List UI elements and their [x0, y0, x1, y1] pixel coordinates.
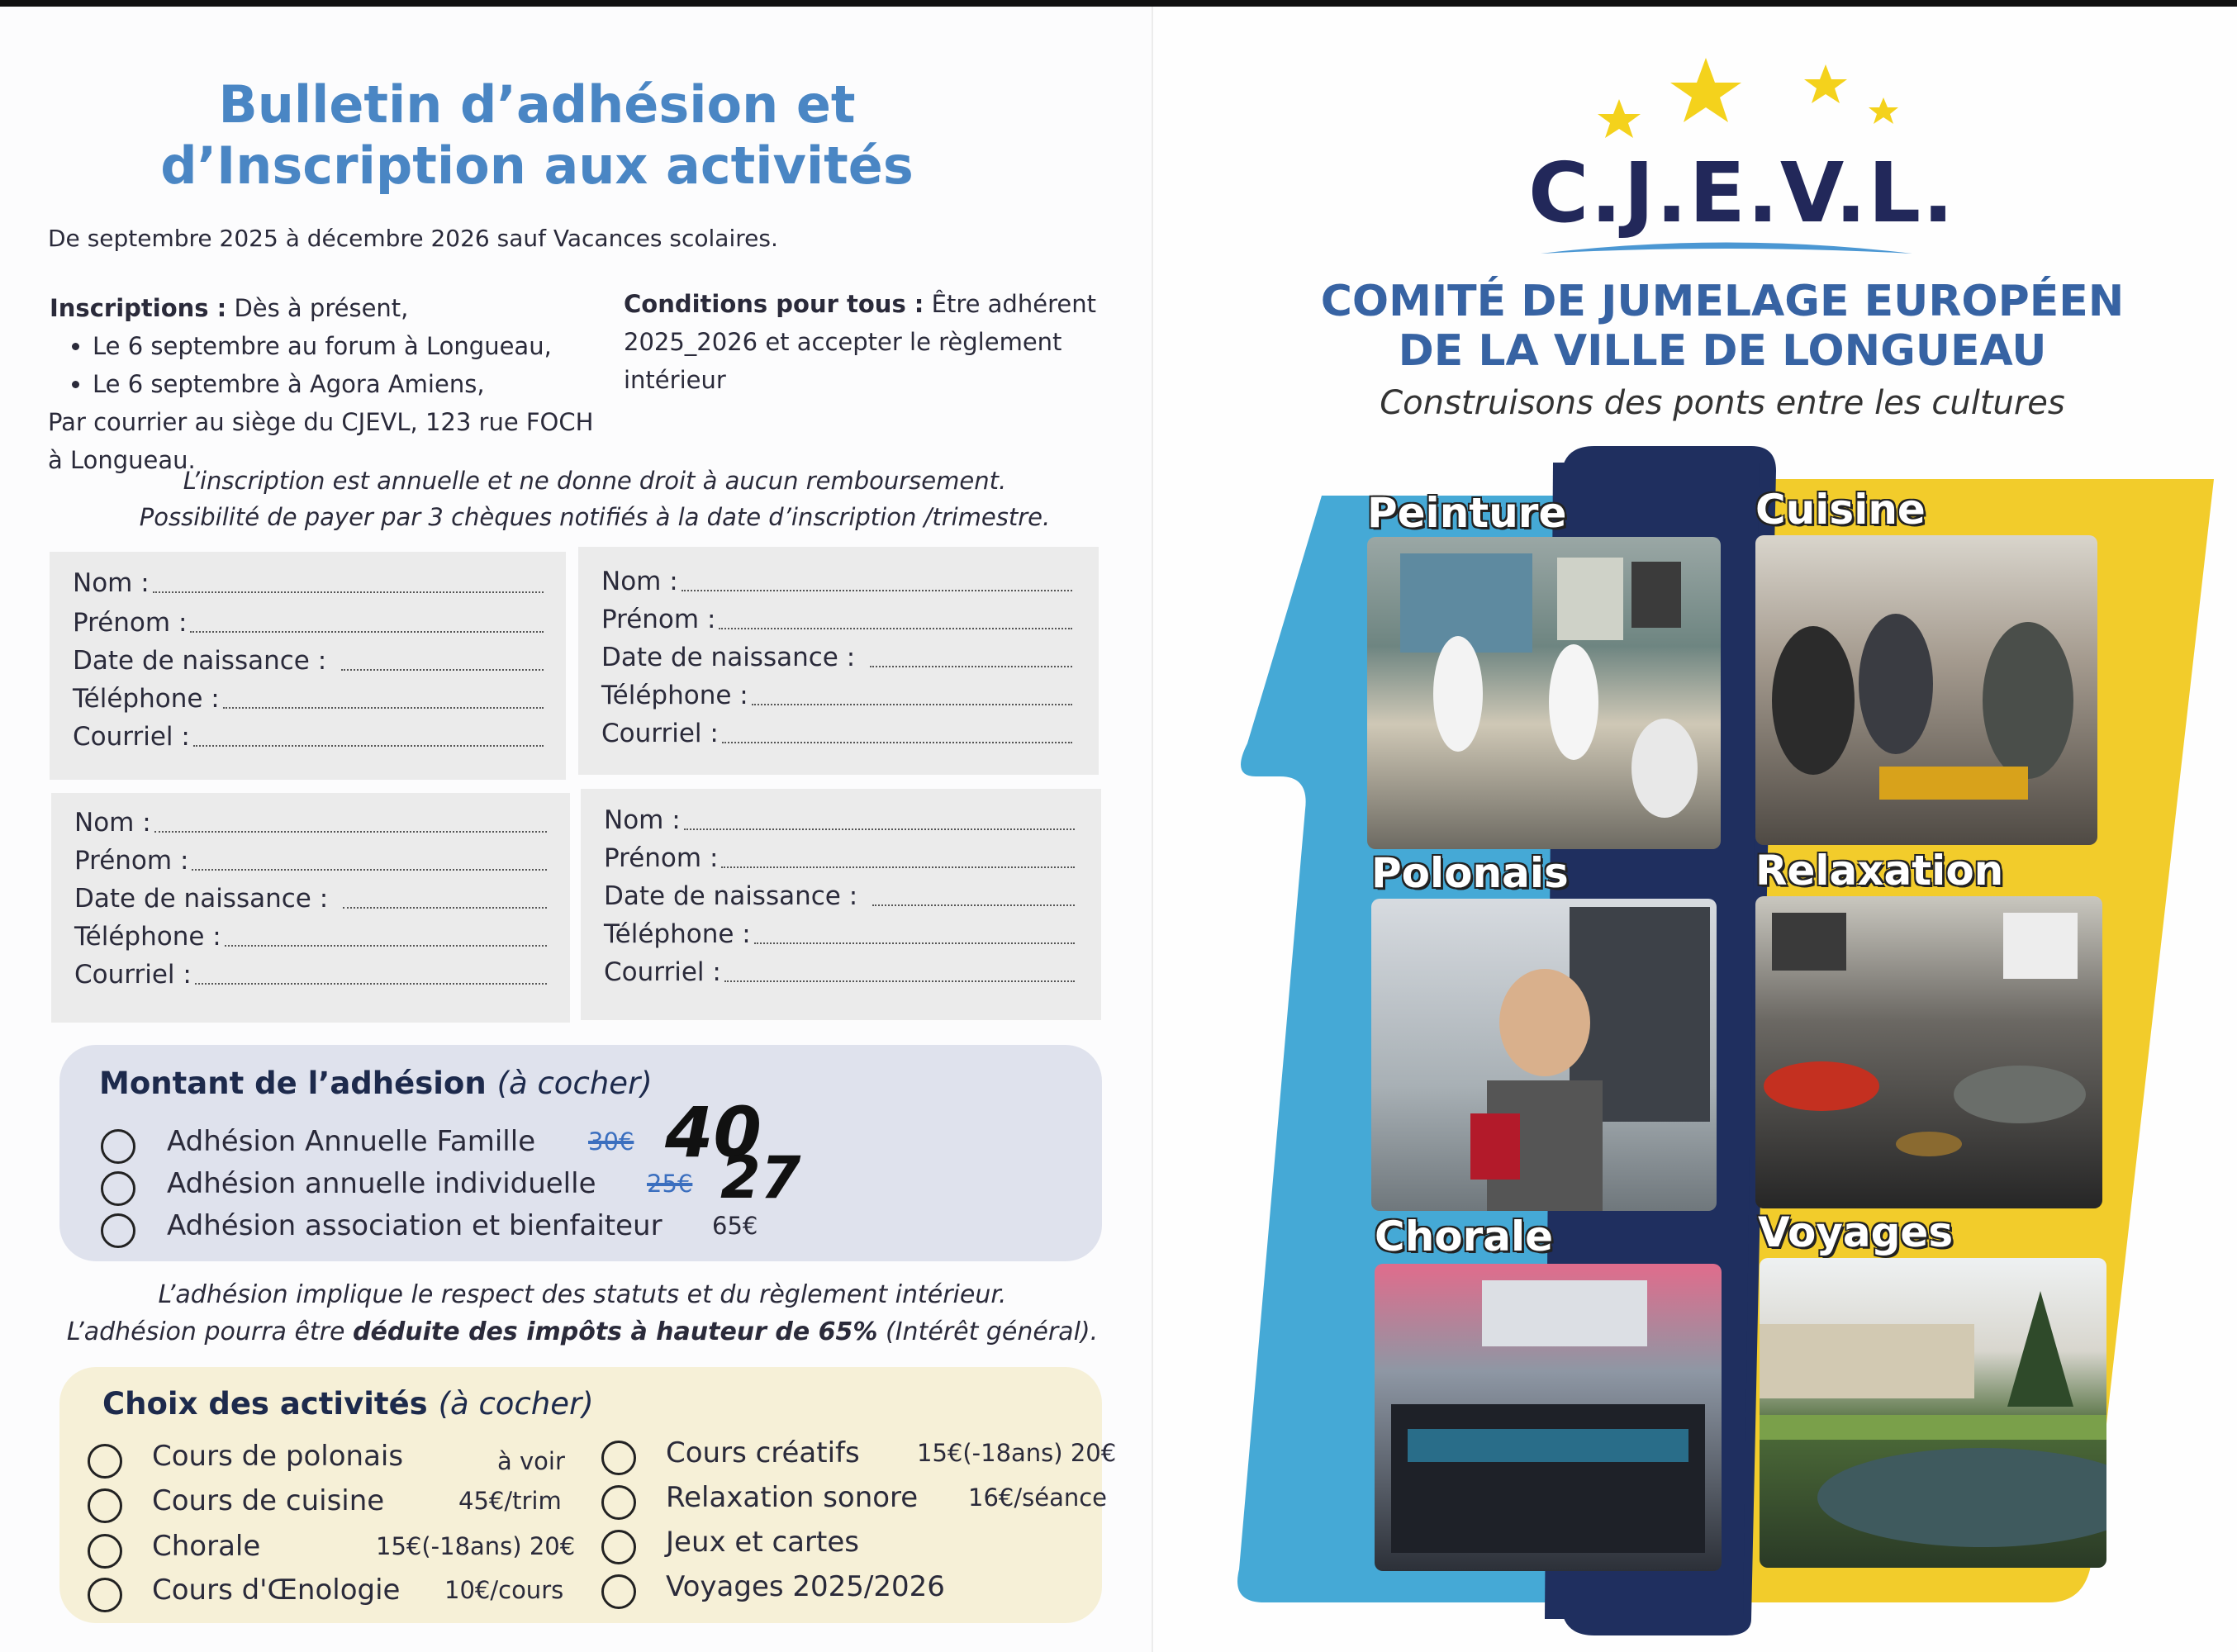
conditions-block: [624, 285, 1119, 399]
slogan: Construisons des ponts entre les cultures: [1380, 384, 2065, 422]
field-label: Courriel :: [601, 719, 719, 748]
activity-voyages-checkbox[interactable]: [601, 1574, 636, 1609]
activity-label: Relaxation sonore: [666, 1481, 919, 1514]
field-line: [754, 942, 1075, 944]
eu-stars-logo: [1570, 50, 1916, 149]
identity-box-2: [578, 547, 1099, 775]
field-label: Date de naissance :: [604, 881, 858, 911]
field-line: [192, 868, 547, 871]
field-label: Courriel :: [604, 957, 721, 987]
activity-label: Voyages 2025/2026: [666, 1570, 945, 1603]
field-label: Nom :: [604, 805, 681, 835]
star-icon: [1804, 64, 1847, 103]
membership-heading-note: (à cocher): [496, 1066, 653, 1101]
list-item: • Le 6 septembre à Agora Amiens,: [93, 365, 611, 403]
activity-relaxation-checkbox[interactable]: [601, 1485, 636, 1520]
naissance-field[interactable]: [74, 884, 547, 914]
activity-label: Cours d'Œnologie: [152, 1574, 401, 1607]
field-line: [153, 591, 544, 593]
field-line: [719, 627, 1072, 629]
activity-title-cuisine: Cuisine: [1755, 486, 1926, 534]
legal-line2: [33, 1313, 1132, 1351]
activity-price: à voir: [497, 1447, 565, 1475]
scan-top-edge: [0, 0, 2237, 7]
activity-title-relaxation: Relaxation: [1755, 847, 2004, 895]
prenom-field[interactable]: [73, 608, 544, 638]
inscriptions-text: Dès à présent,: [234, 294, 409, 322]
form-title-line1: Bulletin d’adhésion et: [218, 74, 856, 135]
membership-heading-text: Montant de l’adhésion: [99, 1066, 487, 1101]
field-line: [722, 741, 1072, 743]
field-label: Nom :: [601, 567, 678, 596]
telephone-field[interactable]: [601, 681, 1072, 710]
field-line: [752, 703, 1072, 705]
activity-polonais-checkbox[interactable]: [88, 1444, 122, 1479]
period-text: De septembre 2025 à décembre 2026 sauf Vacances scolaires.: [48, 225, 778, 252]
star-icon: [1598, 99, 1641, 138]
telephone-field[interactable]: [74, 922, 547, 952]
activity-label: Cours de cuisine: [152, 1484, 385, 1517]
peinture-scene: [1367, 537, 1721, 849]
nom-field[interactable]: [73, 568, 544, 598]
prenom-field[interactable]: [601, 605, 1072, 634]
nom-field[interactable]: [604, 805, 1075, 835]
activities-heading-text: Choix des activités: [102, 1386, 428, 1422]
handwritten-price: 40: [665, 1092, 762, 1173]
field-line: [684, 828, 1075, 830]
naissance-field[interactable]: [73, 646, 544, 676]
field-label: Prénom :: [74, 846, 189, 876]
old-price: 25€: [647, 1170, 693, 1198]
cjevl-logo-text: C.J.E.V.L.: [1528, 145, 1956, 241]
star-icon: [1670, 58, 1741, 122]
committee-title: [1289, 277, 2156, 376]
relaxation-photo: [1755, 896, 2102, 1208]
activity-jeux-checkbox[interactable]: [601, 1530, 636, 1564]
field-line: [341, 668, 544, 671]
activities-heading-note: (à cocher): [438, 1386, 594, 1422]
field-line: [154, 830, 547, 833]
courriel-field[interactable]: [604, 957, 1075, 987]
logo-wave: [1536, 235, 1916, 268]
committee-line2: DE LA VILLE DE LONGUEAU: [1398, 326, 2047, 376]
identity-box-4: [581, 789, 1101, 1020]
handwritten-price: 27: [720, 1144, 801, 1212]
field-line: [225, 944, 547, 947]
polonais-scene: [1371, 899, 1717, 1211]
activity-title-voyages: Voyages: [1758, 1208, 1954, 1256]
field-label: Date de naissance :: [73, 646, 327, 676]
field-line: [682, 589, 1072, 591]
activity-title-chorale: Chorale: [1375, 1213, 1554, 1260]
prenom-field[interactable]: [604, 843, 1075, 873]
membership-individuelle-checkbox[interactable]: [101, 1171, 135, 1206]
identity-box-3: [51, 793, 570, 1023]
activity-label: Chorale: [152, 1530, 261, 1563]
membership-famille-label: Adhésion Annuelle Famille: [167, 1125, 536, 1158]
identity-box-1: [50, 552, 566, 780]
field-line: [223, 706, 544, 709]
activity-chorale-checkbox[interactable]: [88, 1534, 122, 1569]
legal-line1: L’adhésion implique le respect des statuts et du règlement intérieur.: [158, 1280, 1007, 1309]
nom-field[interactable]: [601, 567, 1072, 596]
telephone-field[interactable]: [73, 684, 544, 714]
peinture-photo: [1367, 537, 1721, 849]
nom-field[interactable]: [74, 808, 547, 838]
cuisine-photo: [1755, 535, 2097, 845]
activity-creatifs-checkbox[interactable]: [601, 1441, 636, 1475]
activities-heading: [102, 1386, 594, 1422]
field-label: Prénom :: [601, 605, 716, 634]
field-line: [193, 744, 544, 747]
field-label: Courriel :: [73, 722, 190, 752]
voyages-photo: [1760, 1258, 2106, 1568]
membership-famille-checkbox[interactable]: [101, 1129, 135, 1164]
notice-text: [50, 463, 1140, 535]
relaxation-scene: [1755, 896, 2102, 1208]
notice-line2: Possibilité de payer par 3 chèques notifiés à la date d’inscription /trimestre.: [139, 503, 1051, 531]
field-line: [721, 866, 1075, 868]
mail-text: Par courrier au siège du CJEVL, 123 rue FOCH à Longueau.: [48, 408, 594, 474]
form-title: [124, 74, 950, 197]
cuisine-scene: [1755, 535, 2097, 845]
field-line: [195, 982, 547, 985]
inscriptions-label: Inscriptions :: [50, 294, 227, 322]
courriel-field[interactable]: [74, 960, 547, 990]
courriel-field[interactable]: [73, 722, 544, 752]
field-label: Téléphone :: [74, 922, 221, 952]
field-label: Téléphone :: [73, 684, 220, 714]
field-label: Prénom :: [604, 843, 719, 873]
field-label: Téléphone :: [601, 681, 748, 710]
field-line: [343, 906, 547, 909]
field-label: Date de naissance :: [74, 884, 329, 914]
naissance-field[interactable]: [601, 643, 1072, 672]
polonais-photo: [1371, 899, 1717, 1211]
activity-price: 15€(-18ans) 20€: [376, 1532, 576, 1560]
legal-line2-start: L’adhésion pourra être: [66, 1317, 353, 1346]
membership-association-checkbox[interactable]: [101, 1213, 135, 1248]
voyages-scene: [1760, 1258, 2106, 1568]
activity-label: Jeux et cartes: [666, 1526, 859, 1559]
naissance-field[interactable]: [604, 881, 1075, 911]
activity-title-peinture: Peinture: [1367, 489, 1567, 537]
inscriptions-block: [50, 289, 611, 479]
activity-price: 16€/séance: [968, 1483, 1108, 1512]
field-label: Date de naissance :: [601, 643, 856, 672]
inscriptions-list: [50, 327, 611, 403]
chorale-scene: [1375, 1264, 1722, 1571]
list-item: • Le 6 septembre au forum à Longueau,: [93, 327, 611, 365]
membership-heading: [99, 1066, 653, 1101]
committee-line1: COMITÉ DE JUMELAGE EUROPÉEN: [1320, 277, 2125, 326]
conditions-label: Conditions pour tous :: [624, 290, 924, 318]
star-icon: [1869, 97, 1898, 124]
activity-label: Cours de polonais: [152, 1440, 404, 1473]
form-title-line2: d’Inscription aux activités: [160, 135, 914, 196]
legal-line2-end: (Intérêt général).: [877, 1317, 1099, 1346]
field-label: Nom :: [73, 568, 150, 598]
conditions-text: Être adhérent 2025_2026 et accepter le règlement intérieur: [624, 290, 1096, 394]
membership-association-price: 65€: [712, 1212, 758, 1240]
field-line: [870, 665, 1072, 667]
field-line: [724, 980, 1075, 982]
activity-price: 15€(-18ans) 20€: [917, 1439, 1117, 1467]
legal-text: [33, 1276, 1132, 1351]
activity-price: 45€/trim: [458, 1487, 562, 1515]
notice-line1: L’inscription est annuelle et ne donne droit à aucun remboursement.: [183, 467, 1007, 495]
field-label: Nom :: [74, 808, 151, 838]
chorale-photo: [1375, 1264, 1722, 1571]
activity-cuisine-checkbox[interactable]: [88, 1488, 122, 1523]
prenom-field[interactable]: [74, 846, 547, 876]
telephone-field[interactable]: [604, 919, 1075, 949]
legal-line2-bold: déduite des impôts à hauteur de 65%: [353, 1317, 878, 1346]
field-line: [190, 630, 544, 633]
field-label: Prénom :: [73, 608, 188, 638]
old-price: 30€: [588, 1127, 634, 1156]
activity-price: 10€/cours: [444, 1576, 564, 1604]
field-label: Courriel :: [74, 960, 192, 990]
activity-oenologie-checkbox[interactable]: [88, 1578, 122, 1612]
membership-individuelle-label: Adhésion annuelle individuelle: [167, 1167, 596, 1200]
activity-label: Cours créatifs: [666, 1436, 860, 1469]
field-label: Téléphone :: [604, 919, 751, 949]
field-line: [872, 904, 1075, 906]
courriel-field[interactable]: [601, 719, 1072, 748]
membership-association-label: Adhésion association et bienfaiteur: [167, 1209, 663, 1242]
activity-title-polonais: Polonais: [1371, 849, 1569, 897]
